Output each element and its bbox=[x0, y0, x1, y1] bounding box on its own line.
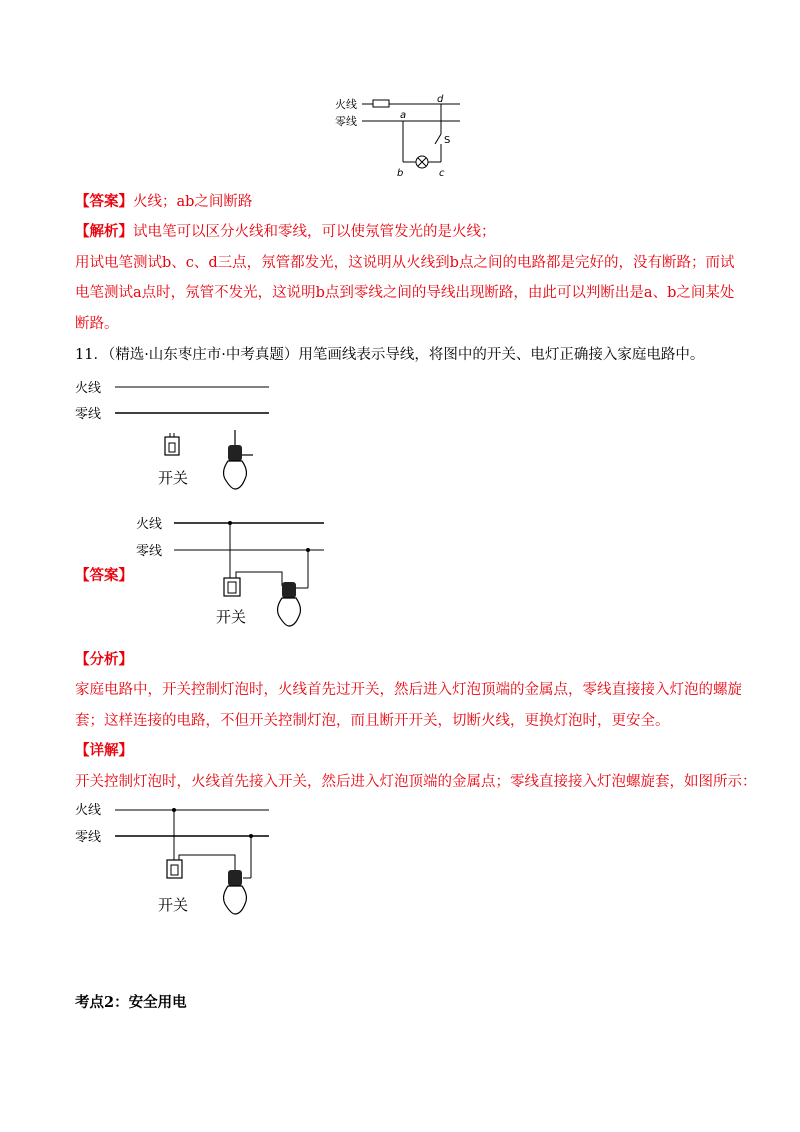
fire-line-label: 火线 bbox=[335, 98, 357, 111]
q10-answer bbox=[75, 192, 735, 212]
switch-icon bbox=[224, 578, 240, 596]
zero-line-label: 零线 bbox=[136, 544, 163, 559]
answer-text: 火线；ab之间断路 bbox=[133, 194, 253, 210]
light-bulb-icon bbox=[224, 870, 247, 914]
point-c-label: c bbox=[439, 168, 445, 179]
fuse-symbol bbox=[373, 100, 389, 107]
point-a-label: a bbox=[400, 110, 407, 121]
switch-icon bbox=[167, 860, 182, 878]
answer-tag: 【答案】 bbox=[75, 567, 133, 584]
switch-s bbox=[435, 134, 441, 144]
figure-detail-circuit bbox=[75, 798, 280, 923]
zero-line-label: 零线 bbox=[75, 407, 102, 422]
switch-icon bbox=[165, 433, 179, 455]
fire-line-label: 火线 bbox=[136, 517, 163, 532]
analysis-text: 试电笔可以区分火线和零线，可以使氖管发光的是火线； bbox=[133, 224, 496, 240]
switch-label: 开关 bbox=[158, 896, 189, 914]
zero-line-label: 零线 bbox=[335, 115, 357, 128]
xiangjie-tag: 【详解】 bbox=[75, 742, 133, 759]
light-bulb-icon bbox=[278, 582, 301, 626]
switch-s-label: S bbox=[444, 135, 451, 146]
switch-label: 开关 bbox=[216, 608, 247, 626]
light-bulb-icon bbox=[224, 430, 253, 489]
section-heading: 考点2：安全用电 bbox=[75, 994, 187, 1011]
q10-analysis-1 bbox=[75, 222, 735, 242]
q10-analysis-2: 用试电笔测试b、c、d三点，氖管都发光，这说明从火线到b点之间的电路都是完好的，没有断路；而试 bbox=[75, 255, 735, 271]
fire-line-label: 火线 bbox=[75, 381, 102, 396]
point-b-label: b bbox=[397, 168, 404, 179]
zero-line-label: 零线 bbox=[75, 830, 102, 845]
switch-label: 开关 bbox=[158, 469, 189, 487]
analysis-tag: 【解析】 bbox=[75, 223, 133, 240]
fenxi-line-2: 套；这样连接的电路，不但开关控制灯泡，而且断开开关，切断火线，更换灯泡时，更安全。 bbox=[75, 713, 670, 729]
answer-tag: 【答案】 bbox=[75, 193, 133, 210]
q10-analysis-4: 断路。 bbox=[75, 316, 119, 332]
fenxi-tag: 【分析】 bbox=[75, 651, 133, 668]
xiangjie-line-1: 开关控制灯泡时，火线首先接入开关，然后进入灯泡顶端的金属点；零线直接接入灯泡螺旋套，如图所示： bbox=[75, 774, 757, 790]
fenxi-line-1: 家庭电路中，开关控制灯泡时，火线首先过开关，然后进入灯泡顶端的金属点，零线直接接入灯泡的螺旋 bbox=[75, 682, 742, 698]
fire-line-label: 火线 bbox=[75, 803, 102, 818]
q11-question: 11．（精选·山东枣庄市·中考真题）用笔画线表示导线，将图中的开关、电灯正确接入家庭电路中。 bbox=[75, 347, 705, 363]
q10-analysis-3: 电笔测试a点时，氖管不发光，这说明b点到零线之间的导线出现断路，由此可以判断出是a、b之间某处 bbox=[75, 285, 735, 301]
figure-circuit-abcd bbox=[335, 92, 475, 182]
figure-answer-circuit bbox=[130, 510, 335, 630]
point-d-label: d bbox=[437, 94, 444, 105]
figure-question-circuit bbox=[75, 375, 275, 495]
